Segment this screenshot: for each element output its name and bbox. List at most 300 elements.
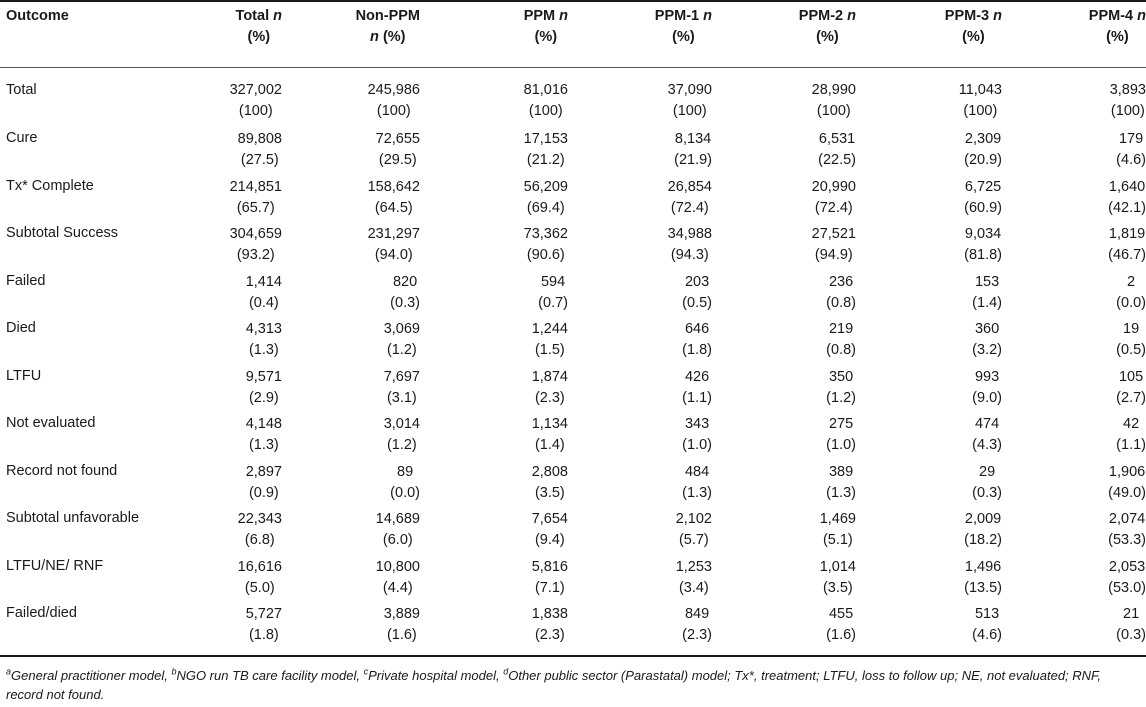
data-cell — [1002, 271, 1146, 319]
cell-percent: (4.6) — [972, 627, 1002, 643]
data-cell — [712, 66, 856, 128]
cell-count: 214,851 — [229, 178, 282, 195]
cell-count: 9,571 — [245, 368, 282, 385]
header-n-italic: n — [559, 8, 568, 24]
cell-count: 203 — [684, 273, 710, 290]
header-n-italic: n — [273, 8, 282, 24]
cell-count: 1,906 — [1108, 463, 1146, 480]
cell-count: 4,148 — [245, 416, 282, 432]
cell-count: 20,990 — [811, 178, 856, 195]
cell-percent: (0.5) — [682, 294, 712, 311]
data-cell — [172, 508, 282, 556]
header-col-6 — [856, 6, 1002, 66]
cell-count: 2,808 — [531, 463, 568, 480]
cell-percent: (42.1) — [1108, 199, 1146, 216]
table-footnote — [6, 666, 1140, 704]
table-row — [0, 461, 1146, 509]
data-cell — [568, 128, 712, 176]
data-cell — [420, 318, 568, 366]
table-row — [0, 413, 1146, 461]
cell-count: 2,074 — [1108, 511, 1146, 527]
cell-percent: (2.3) — [534, 389, 565, 406]
data-cell — [1002, 223, 1146, 271]
table-row — [0, 128, 1146, 176]
cell-percent: (3.4) — [678, 579, 709, 596]
cell-percent: (1.8) — [682, 342, 712, 358]
header-main: Total — [235, 8, 270, 24]
data-cell — [712, 603, 856, 651]
cell-count: 19 — [1123, 321, 1140, 337]
cell-percent: (1.8) — [248, 627, 279, 643]
cell-percent: (9.4) — [534, 532, 565, 548]
data-cell — [1002, 508, 1146, 556]
data-cell — [568, 271, 712, 319]
data-cell — [282, 318, 420, 366]
cell-count: 389 — [828, 463, 854, 480]
cell-count: 21 — [1123, 606, 1140, 622]
cell-count: 327,002 — [229, 82, 282, 98]
header-col-2 — [282, 6, 420, 66]
row-label: Failed — [6, 272, 46, 289]
cell-count: 27,521 — [811, 226, 856, 242]
cell-count: 455 — [828, 606, 854, 622]
cell-count: 89,808 — [237, 131, 282, 147]
cell-count: 484 — [684, 463, 710, 480]
data-cell — [712, 176, 856, 224]
header-cell-text — [1089, 6, 1146, 48]
cell-count: 34,988 — [667, 226, 712, 242]
header-col-5 — [712, 6, 856, 66]
cell-count: 5,816 — [531, 558, 568, 575]
data-cell — [420, 366, 568, 414]
data-cell — [172, 461, 282, 509]
cell-count: 14,689 — [375, 511, 420, 527]
cell-count: 1,640 — [1108, 178, 1146, 195]
cell-percent: (0.0) — [390, 484, 420, 501]
cell-count: 1,244 — [531, 321, 568, 337]
cell-percent: (1.0) — [682, 437, 712, 453]
cell-percent: (9.0) — [972, 389, 1002, 406]
data-cell — [856, 461, 1002, 509]
cell-count: 37,090 — [667, 82, 712, 98]
data-cell — [568, 508, 712, 556]
data-cell — [1002, 556, 1146, 604]
cell-count: 6,725 — [964, 178, 1002, 195]
cell-count: 820 — [392, 273, 418, 290]
row-label: Subtotal Success — [6, 225, 119, 241]
data-cell — [568, 603, 712, 651]
row-label: Total — [6, 82, 37, 98]
cell-percent: (0.4) — [248, 294, 279, 311]
footnote-d-text: Other public sector (Parastatal) model; Tx*, treatment; LTFU, loss to follow up; NE, not evaluated; RNF, record not found. — [6, 668, 1101, 702]
data-cell — [282, 366, 420, 414]
cell-percent: (100) — [963, 103, 998, 119]
cell-count: 73,362 — [523, 226, 568, 242]
header-main: PPM-1 — [654, 8, 700, 24]
row-label: Died — [6, 320, 36, 336]
row-label: LTFU/NE/ RNF — [6, 557, 104, 574]
data-cell — [568, 223, 712, 271]
cell-count: 16,616 — [237, 558, 282, 575]
data-cell — [282, 66, 420, 128]
cell-percent: (1.1) — [1116, 437, 1146, 453]
table-row — [0, 176, 1146, 224]
cell-percent: (1.6) — [826, 627, 856, 643]
row-label: Not evaluated — [6, 415, 96, 431]
cell-percent: (1.3) — [248, 437, 279, 453]
header-col-7 — [1002, 6, 1146, 66]
header-sub: (%) — [816, 29, 839, 45]
outcome-table — [0, 6, 1146, 651]
data-cell — [568, 176, 712, 224]
cell-count: 1,414 — [245, 273, 282, 290]
data-cell — [1002, 66, 1146, 128]
data-cell — [1002, 128, 1146, 176]
data-cell — [420, 461, 568, 509]
header-n-italic: n — [703, 8, 712, 24]
header-cell-text — [799, 6, 856, 48]
top-rule — [0, 0, 1146, 2]
header-col-1 — [172, 6, 282, 66]
data-cell — [282, 271, 420, 319]
data-cell — [712, 556, 856, 604]
header-cell-text — [945, 6, 1002, 48]
cell-count: 343 — [684, 416, 710, 432]
cell-percent: (94.0) — [374, 247, 413, 263]
cell-count: 1,838 — [531, 606, 568, 622]
data-cell — [856, 413, 1002, 461]
header-cell-text — [236, 6, 282, 48]
data-cell — [712, 271, 856, 319]
footnote-a-marker: a — [6, 666, 12, 677]
cell-percent: (29.5) — [378, 152, 417, 168]
cell-percent: (3.5) — [822, 579, 853, 596]
cell-count: 8,134 — [674, 131, 712, 147]
cell-count: 2,053 — [1108, 558, 1146, 575]
header-outcome — [0, 6, 172, 66]
cell-percent: (100) — [238, 103, 273, 119]
cell-count: 219 — [828, 321, 854, 337]
cell-percent: (22.5) — [818, 152, 856, 168]
data-cell — [856, 223, 1002, 271]
cell-count: 3,889 — [383, 606, 420, 622]
data-cell — [420, 66, 568, 128]
data-cell — [568, 318, 712, 366]
cell-percent: (21.2) — [526, 152, 565, 168]
cell-percent: (3.1) — [386, 389, 417, 406]
cell-percent: (69.4) — [526, 199, 565, 216]
data-cell — [282, 556, 420, 604]
data-cell — [282, 461, 420, 509]
cell-count: 2 — [1127, 273, 1136, 290]
cell-percent: (100) — [1110, 103, 1145, 119]
cell-count: 4,313 — [245, 321, 282, 337]
table-row — [0, 366, 1146, 414]
cell-percent: (0.8) — [826, 342, 856, 358]
data-cell — [172, 271, 282, 319]
row-label: Failed/died — [6, 605, 77, 621]
header-sub: (%) — [1106, 29, 1129, 45]
cell-count: 72,655 — [375, 131, 420, 147]
data-cell — [712, 508, 856, 556]
data-cell — [712, 461, 856, 509]
header-sub: (%) — [534, 29, 558, 45]
cell-count: 17,153 — [523, 131, 568, 147]
cell-percent: (0.3) — [972, 484, 1002, 501]
cell-count: 28,990 — [811, 82, 856, 98]
data-cell — [856, 271, 1002, 319]
cell-percent: (0.9) — [248, 484, 279, 501]
cell-count: 2,897 — [245, 463, 282, 480]
cell-percent: (5.1) — [822, 532, 853, 548]
cell-percent: (1.2) — [386, 342, 417, 358]
data-cell — [420, 271, 568, 319]
cell-percent: (1.2) — [826, 389, 856, 406]
cell-percent: (2.3) — [682, 627, 712, 643]
cell-percent: (1.0) — [826, 437, 856, 453]
data-cell — [282, 128, 420, 176]
cell-percent: (53.0) — [1108, 579, 1146, 596]
cell-count: 1,469 — [819, 511, 856, 527]
cell-percent: (53.3) — [1108, 532, 1146, 548]
cell-count: 26,854 — [667, 178, 712, 195]
data-cell — [1002, 366, 1146, 414]
cell-count: 179 — [1118, 131, 1144, 147]
data-cell — [420, 128, 568, 176]
row-label: Subtotal unfavorable — [6, 510, 140, 526]
table-row — [0, 223, 1146, 271]
cell-count: 22,343 — [237, 511, 282, 527]
row-label: LTFU — [6, 367, 42, 384]
cell-percent: (4.6) — [1116, 152, 1146, 168]
footnote-c-text: Private hospital model, — [368, 668, 504, 683]
cell-percent: (0.7) — [538, 294, 568, 311]
cell-percent: (94.3) — [670, 247, 709, 263]
cell-count: 426 — [684, 368, 710, 385]
cell-percent: (20.9) — [964, 152, 1002, 168]
data-cell — [1002, 413, 1146, 461]
data-cell — [1002, 461, 1146, 509]
header-cell-text — [655, 6, 712, 48]
data-cell — [172, 556, 282, 604]
header-main: PPM-2 — [798, 8, 844, 24]
data-cell — [856, 603, 1002, 651]
cell-count: 231,297 — [367, 226, 420, 242]
cell-count: 42 — [1123, 416, 1140, 432]
cell-percent: (1.5) — [534, 342, 565, 358]
cell-percent: (5.7) — [678, 532, 709, 548]
table-row — [0, 271, 1146, 319]
cell-count: 1,014 — [819, 558, 856, 575]
cell-percent: (49.0) — [1108, 484, 1146, 501]
cell-percent: (64.5) — [374, 199, 413, 216]
cell-count: 10,800 — [375, 558, 420, 575]
data-cell — [172, 66, 282, 128]
cell-percent: (1.4) — [972, 294, 1002, 311]
data-cell — [282, 508, 420, 556]
data-cell — [568, 556, 712, 604]
cell-percent: (46.7) — [1108, 247, 1146, 263]
cell-count: 245,986 — [367, 82, 420, 98]
cell-percent: (0.3) — [1116, 627, 1146, 643]
cell-percent: (1.3) — [826, 484, 856, 501]
cell-count: 2,009 — [964, 511, 1002, 527]
data-cell — [856, 176, 1002, 224]
table-row — [0, 318, 1146, 366]
cell-count: 105 — [1118, 368, 1144, 385]
cell-count: 89 — [397, 463, 414, 480]
header-cell-text — [356, 6, 420, 48]
cell-percent: (94.9) — [814, 247, 853, 263]
table-row — [0, 66, 1146, 128]
cell-percent: (2.7) — [1116, 389, 1146, 406]
cell-percent: (100) — [816, 103, 851, 119]
data-cell — [172, 318, 282, 366]
cell-percent: (1.2) — [386, 437, 417, 453]
cell-count: 5,727 — [245, 606, 282, 622]
footnote-b-marker: b — [171, 666, 177, 677]
header-main: Non-PPM — [355, 8, 420, 24]
cell-count: 236 — [828, 273, 854, 290]
cell-count: 360 — [974, 321, 1000, 337]
data-cell — [856, 66, 1002, 128]
cell-count: 275 — [828, 416, 854, 432]
data-cell — [282, 176, 420, 224]
table-body — [0, 66, 1146, 651]
table-row — [0, 508, 1146, 556]
cell-count: 1,874 — [531, 368, 568, 385]
cell-percent: (1.3) — [682, 484, 712, 501]
header-n-italic: n — [993, 8, 1002, 24]
data-cell — [172, 413, 282, 461]
cell-count: 993 — [974, 368, 1000, 385]
cell-count: 594 — [540, 273, 566, 290]
cell-count: 1,496 — [964, 558, 1002, 575]
footnote-a-text: General practitioner model, — [11, 668, 172, 683]
header-main: PPM — [523, 8, 556, 24]
cell-percent: (18.2) — [964, 532, 1002, 548]
cell-count: 81,016 — [523, 82, 568, 98]
header-sub: (%) — [247, 29, 271, 45]
data-cell — [856, 556, 1002, 604]
header-n-italic: n — [847, 8, 856, 24]
header-cell-text — [6, 6, 69, 27]
cell-count: 56,209 — [523, 178, 568, 195]
cell-percent: (72.4) — [814, 199, 853, 216]
data-cell — [568, 413, 712, 461]
cell-count: 3,069 — [383, 321, 420, 337]
cell-percent: (0.0) — [1116, 294, 1146, 311]
cell-percent: (1.1) — [682, 389, 712, 406]
cell-percent: (3.5) — [534, 484, 565, 501]
cell-percent: (100) — [376, 103, 411, 119]
data-cell — [712, 413, 856, 461]
data-cell — [282, 413, 420, 461]
data-cell — [1002, 318, 1146, 366]
row-label: Record not found — [6, 462, 118, 479]
data-cell — [420, 556, 568, 604]
header-col-3 — [420, 6, 568, 66]
cell-percent: (72.4) — [670, 199, 709, 216]
cell-count: 11,043 — [958, 82, 1002, 98]
data-cell — [420, 508, 568, 556]
data-cell — [1002, 176, 1146, 224]
data-cell — [712, 366, 856, 414]
data-cell — [568, 66, 712, 128]
cell-count: 2,102 — [675, 511, 712, 527]
header-cell-text — [524, 6, 568, 48]
header-main: PPM-3 — [944, 8, 990, 24]
cell-count: 350 — [828, 368, 854, 385]
header-main: Outcome — [6, 8, 69, 24]
header-main: PPM-4 — [1088, 8, 1134, 24]
cell-percent: (4.3) — [972, 437, 1002, 453]
data-cell — [856, 128, 1002, 176]
data-cell — [172, 176, 282, 224]
header-n-italic: n — [1137, 8, 1146, 24]
cell-count: 304,659 — [229, 226, 282, 242]
cell-percent: (4.4) — [382, 579, 413, 596]
cell-percent: (0.8) — [826, 294, 856, 311]
cell-percent: (100) — [672, 103, 707, 119]
header-sub: (%) — [962, 29, 985, 45]
cell-count: 153 — [974, 273, 1000, 290]
cell-count: 3,014 — [383, 416, 420, 432]
cell-percent: (0.5) — [1116, 342, 1146, 358]
cell-percent: (7.1) — [534, 579, 565, 596]
data-cell — [282, 223, 420, 271]
data-cell — [712, 318, 856, 366]
header-n-italic: n — [370, 29, 379, 45]
cell-count: 7,697 — [383, 368, 420, 385]
cell-percent: (60.9) — [964, 199, 1002, 216]
cell-percent: (90.6) — [526, 247, 565, 263]
row-label: Tx* Complete — [6, 177, 94, 194]
data-cell — [712, 223, 856, 271]
cell-count: 474 — [974, 416, 1000, 432]
data-cell — [856, 366, 1002, 414]
data-cell — [420, 413, 568, 461]
data-cell — [420, 176, 568, 224]
cell-count: 1,134 — [531, 416, 568, 432]
data-cell — [172, 366, 282, 414]
cell-percent: (13.5) — [964, 579, 1002, 596]
cell-percent: (2.3) — [534, 627, 565, 643]
data-cell — [172, 603, 282, 651]
cell-count: 2,309 — [964, 131, 1002, 147]
table-row — [0, 556, 1146, 604]
cell-count: 158,642 — [367, 178, 420, 195]
data-cell — [712, 128, 856, 176]
footnote-c-marker: c — [363, 666, 369, 677]
cell-percent: (1.3) — [248, 342, 279, 358]
cell-percent: (5.0) — [244, 579, 275, 596]
cell-percent: (1.6) — [386, 627, 417, 643]
header-col-4 — [568, 6, 712, 66]
cell-count: 7,654 — [531, 511, 568, 527]
header-sub: (%) — [382, 29, 406, 45]
table-header — [0, 6, 1146, 66]
data-cell — [568, 366, 712, 414]
cell-percent: (21.9) — [674, 152, 712, 168]
cell-percent: (1.4) — [534, 437, 565, 453]
cell-percent: (81.8) — [964, 247, 1002, 263]
cell-percent: (2.9) — [248, 389, 279, 406]
cell-count: 1,253 — [675, 558, 712, 575]
cell-count: 9,034 — [964, 226, 1002, 242]
data-cell — [856, 508, 1002, 556]
data-cell — [1002, 603, 1146, 651]
